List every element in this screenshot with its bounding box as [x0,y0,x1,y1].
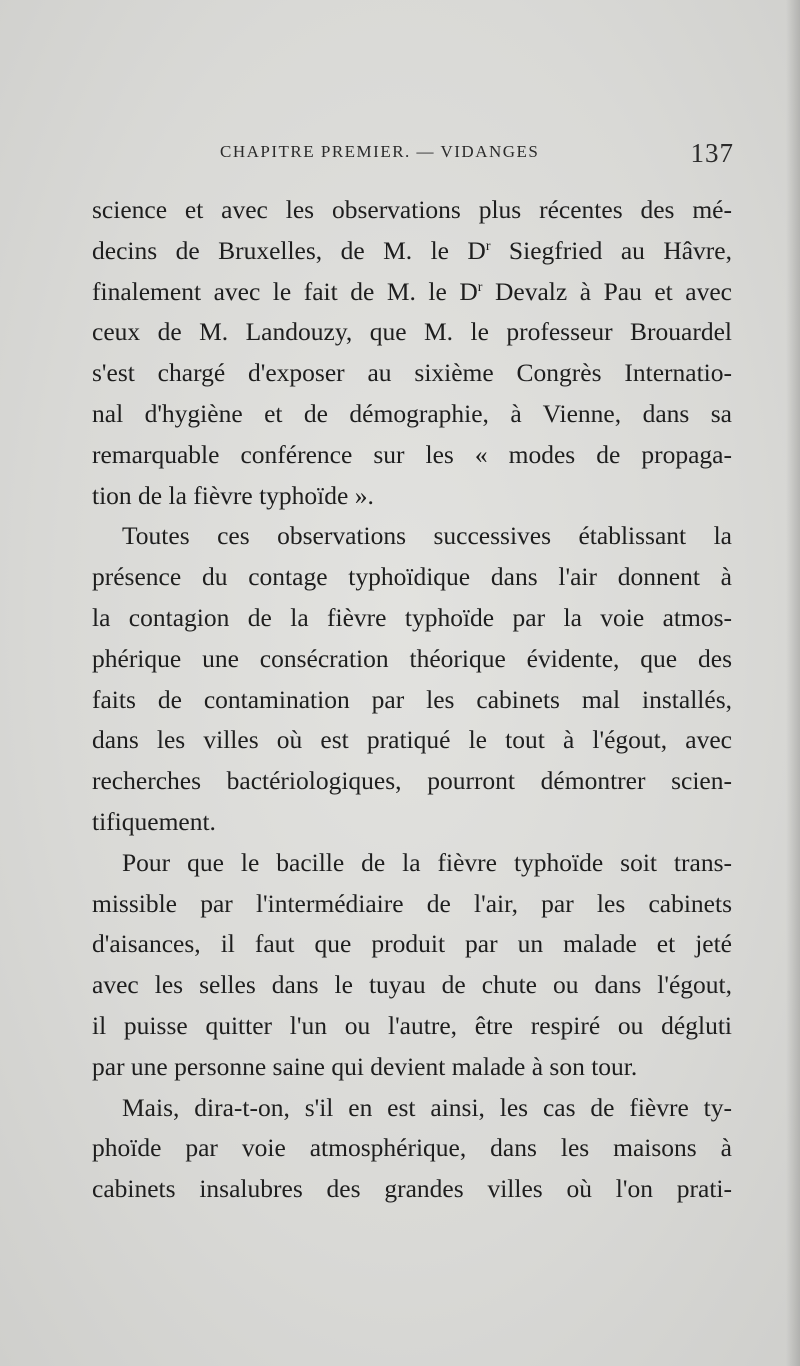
text-segment: Toutes ces observations successives établissant la [122,521,732,551]
text-segment: tifiquement. [92,806,216,836]
text-segment: Devalz à Pau et avec [482,276,732,306]
text-segment: decins de Bruxelles, de M. le D [92,235,486,265]
text-segment: s'est chargé d'exposer au sixième Congrès Internatio- [92,358,732,388]
text-line [92,598,732,639]
text-segment: d'aisances, il faut que produit par un malade et jeté [92,929,732,959]
text-line [92,231,732,272]
text-segment: tion de la fièvre typhoïde ». [92,480,374,510]
superscript: r [485,238,491,254]
text-line [92,761,732,802]
text-line [92,802,732,843]
running-head [92,138,738,172]
text-segment: phérique une consécration théorique évidente, que des [92,643,732,673]
page-number: 137 [690,138,734,168]
text-line [92,965,732,1006]
text-line [92,720,732,761]
text-segment: par une personne saine qui devient malade à son tour. [92,1051,638,1081]
text-segment: missible par l'intermédiaire de l'air, par les cabinets [92,888,732,918]
text-line [92,557,732,598]
text-line [92,924,732,965]
text-line [92,1047,732,1088]
text-line [92,1128,732,1169]
text-segment: phoïde par voie atmosphérique, dans les maisons à [92,1133,732,1163]
text-segment: faits de contamination par les cabinets mal installés, [92,684,732,714]
text-line [92,639,732,680]
text-segment: avec les selles dans le tuyau de chute ou dans l'égout, [92,970,732,1000]
text-segment: recherches bactériologiques, pourront démontrer scien- [92,766,732,796]
text-line [92,190,732,231]
text-line [92,272,732,313]
superscript: r [477,279,483,295]
text-line [92,516,732,557]
text-segment: Siegfried au Hâvre, [490,235,732,265]
text-segment: science et avec les observations plus récentes des mé- [92,195,732,224]
text-line [92,884,732,925]
text-segment: remarquable conférence sur les « modes de propaga- [92,439,732,469]
text-line [92,476,732,517]
text-line [92,435,732,476]
running-title: CHAPITRE PREMIER. — VIDANGES [220,142,540,161]
text-segment: ceux de M. Landouzy, que M. le professeur Brouardel [92,317,732,347]
text-segment: finalement avec le fait de M. le D [92,276,478,306]
text-line [92,1169,732,1210]
text-line [92,843,732,884]
text-segment: nal d'hygiène et de démographie, à Vienne, dans sa [92,398,732,428]
text-line [92,312,732,353]
text-segment: dans les villes où est pratiqué le tout à l'égout, avec [92,725,732,755]
text-line [92,353,732,394]
text-line [92,1006,732,1047]
text-line [92,1088,732,1129]
text-segment: cabinets insalubres des grandes villes où l'on prati- [92,1174,732,1204]
page-edge-shadow [786,0,800,1366]
text-segment: il puisse quitter l'un ou l'autre, être respiré ou dégluti [92,1010,732,1040]
body-text [92,190,732,1210]
text-line [92,680,732,721]
text-line [92,394,732,435]
text-segment: Pour que le bacille de la fièvre typhoïde soit trans- [122,847,732,877]
text-segment: Mais, dira-t-on, s'il en est ainsi, les cas de fièvre ty- [122,1092,732,1122]
text-segment: la contagion de la fièvre typhoïde par la voie atmos- [92,602,732,632]
text-segment: présence du contage typhoïdique dans l'air donnent à [92,562,732,592]
